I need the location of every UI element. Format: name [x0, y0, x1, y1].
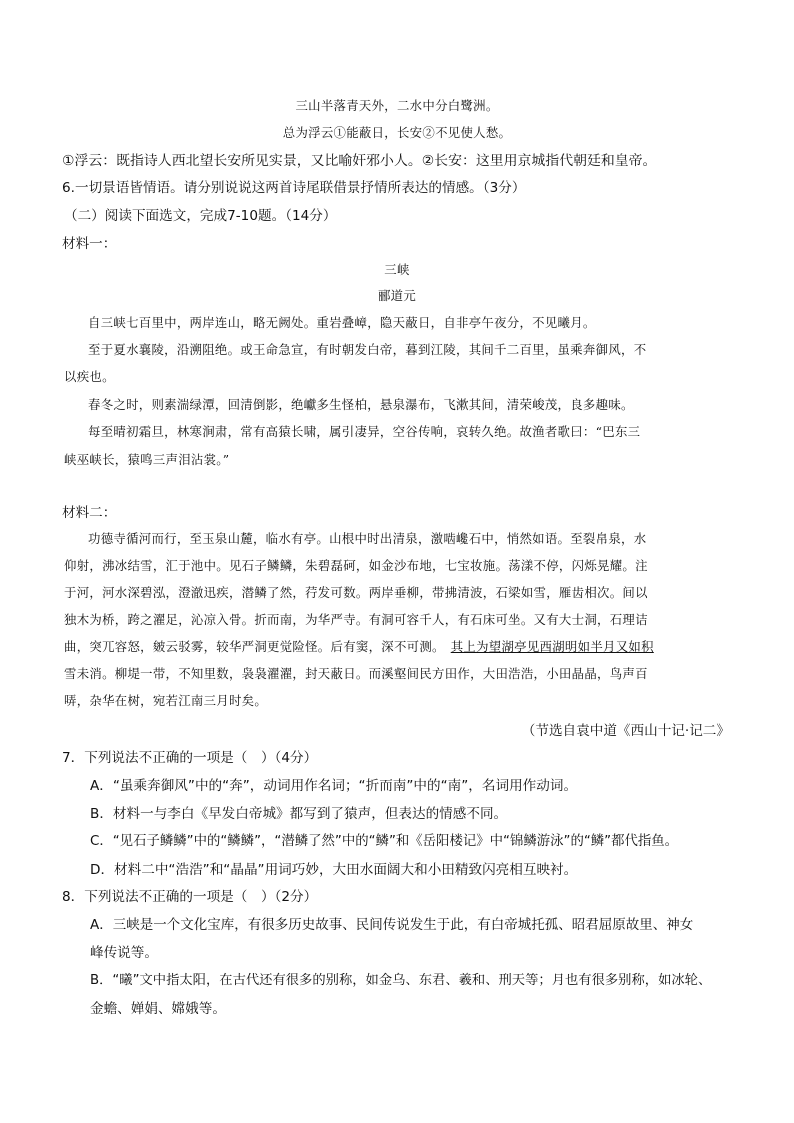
q7-option-c: C．“见石子鳞鳞”中的“鳞鳞”，“潜鳞了然”中的“鳞”和《岳阳楼记》中“锦鳞游泳”的“鳞”都代指鱼。 — [90, 834, 679, 849]
question-7-stem: 7．下列说法不正确的一项是（ ）（4分） — [62, 750, 318, 766]
q8-option-a-line-1: A．三峡是一个文化宝库，有很多历史故事、民间传说发生于此，有白帝城托孤、昭君屈原故里、神女 — [90, 917, 694, 933]
underlined-sentence: 其上为望湖亭见西湖明如半月又如积 — [450, 639, 654, 654]
m1-line-2: 至于夏水襄陵，沿溯阻绝。或王命急宣，有时朝发白帝，暮到江陵，其间千二百里，虽乘奔御风，不 — [88, 342, 647, 357]
m1-line-1: 自三峡七百里中，两岸连山，略无阙处。重岩叠嶂，隐天蔽日，自非亭午夜分，不见曦月。 — [88, 315, 596, 330]
q8-option-b-line-2: 金蟾、婵娟、嫦娥等。 — [90, 1001, 226, 1017]
q8-option-b-line-1: B．“曦”文中指太阳，在古代还有很多的别称，如金乌、东君、羲和、刑天等；月也有很多别称，如冰轮、 — [90, 973, 712, 988]
poem-line-2: 总为浮云①能蔽日，长安②不见使人愁。 — [282, 125, 512, 140]
q7-option-b: B．材料一与李白《早发白帝城》都写到了猿声，但表达的情感不同。 — [90, 806, 508, 822]
m1-line-6: 峡巫峡长，猿鸣三声泪沾裳。” — [64, 452, 230, 467]
q8-option-a-line-2: 峰传说等。 — [90, 945, 158, 961]
m2-line-2: 仰射，沸冰结雪，汇于池中。见石子鳞鳞，朱碧磊砢，如金沙布地，七宝妆施。荡漾不停，闪烁晃耀。注 — [64, 558, 648, 573]
passage-title: 三峡 — [384, 262, 410, 277]
passage-author: 郦道元 — [377, 288, 417, 303]
question-6: 6.一切景语皆情语。请分别说说这两首诗尾联借景抒情所表达的情感。（3分） — [62, 180, 526, 196]
m2-line-4: 独木为桥，跨之濯足，沁凉入骨。折而南，为华严寺。有洞可容千人，有石床可坐。又有大士洞，石理诘 — [64, 612, 648, 627]
m1-line-3: 以疾也。 — [64, 369, 115, 384]
question-8-stem: 8．下列说法不正确的一项是（ ）（2分） — [62, 889, 318, 905]
material-2-label: 材料二： — [62, 505, 117, 521]
m1-line-5: 每至晴初霜旦，林寒涧肃，常有高猿长啸，属引凄异，空谷传响，哀转久绝。故渔者歌曰：“巴东三 — [88, 424, 641, 439]
m1-line-4: 春冬之时，则素湍绿潭，回清倒影，绝巘多生怪柏，悬泉瀑布，飞漱其间，清荣峻茂，良多趣味。 — [88, 397, 634, 412]
poem-note: ①浮云：既指诗人西北望长安所见实景，又比喻奸邪小人。②长安：这里用京城指代朝廷和皇帝。 — [62, 153, 657, 169]
m2-line-5 — [64, 637, 654, 655]
material-1-label: 材料一： — [62, 236, 117, 252]
q7-option-a: A．“虽乘奔御风”中的“奔”，动词用作名词；“折而南”中的“南”，名词用作动词。 — [90, 778, 578, 794]
section-2-heading: （二）阅读下面选文，完成7-10题。（14分） — [64, 208, 337, 224]
m2-line-7: 哢，杂华在树，宛若江南三月时矣。 — [64, 693, 268, 708]
m2-line-3: 于河，河水深碧泓，澄澈迅疾，潜鳞了然，荇发可数。两岸垂柳，带拂清波，石梁如雪，雁齿相次。间以 — [64, 585, 648, 600]
m2-line-5-text: 曲，突兀容怒，皴云驳雾，较华严洞更觉险怪。后有窦，深不可测。 — [64, 639, 445, 654]
poem-line-1: 三山半落青天外，二水中分白鹭洲。 — [295, 98, 499, 113]
q7-option-d: D．材料二中“浩浩”和“晶晶”用词巧妙，大田水面阔大和小田精致闪亮相互映衬。 — [90, 862, 578, 878]
source-citation: （节选自袁中道《西山十记·记二》 — [521, 723, 730, 739]
m2-line-1: 功德寺循河而行，至玉泉山麓，临水有亭。山根中时出清泉，激啮巉石中，悄然如语。至裂帛泉，水 — [88, 531, 647, 546]
m2-line-6: 雪未消。柳堤一带，不知里数，袅袅濯濯，封天蔽日。而溪壑间民方田作，大田浩浩，小田晶晶，鸟声百 — [64, 666, 648, 681]
